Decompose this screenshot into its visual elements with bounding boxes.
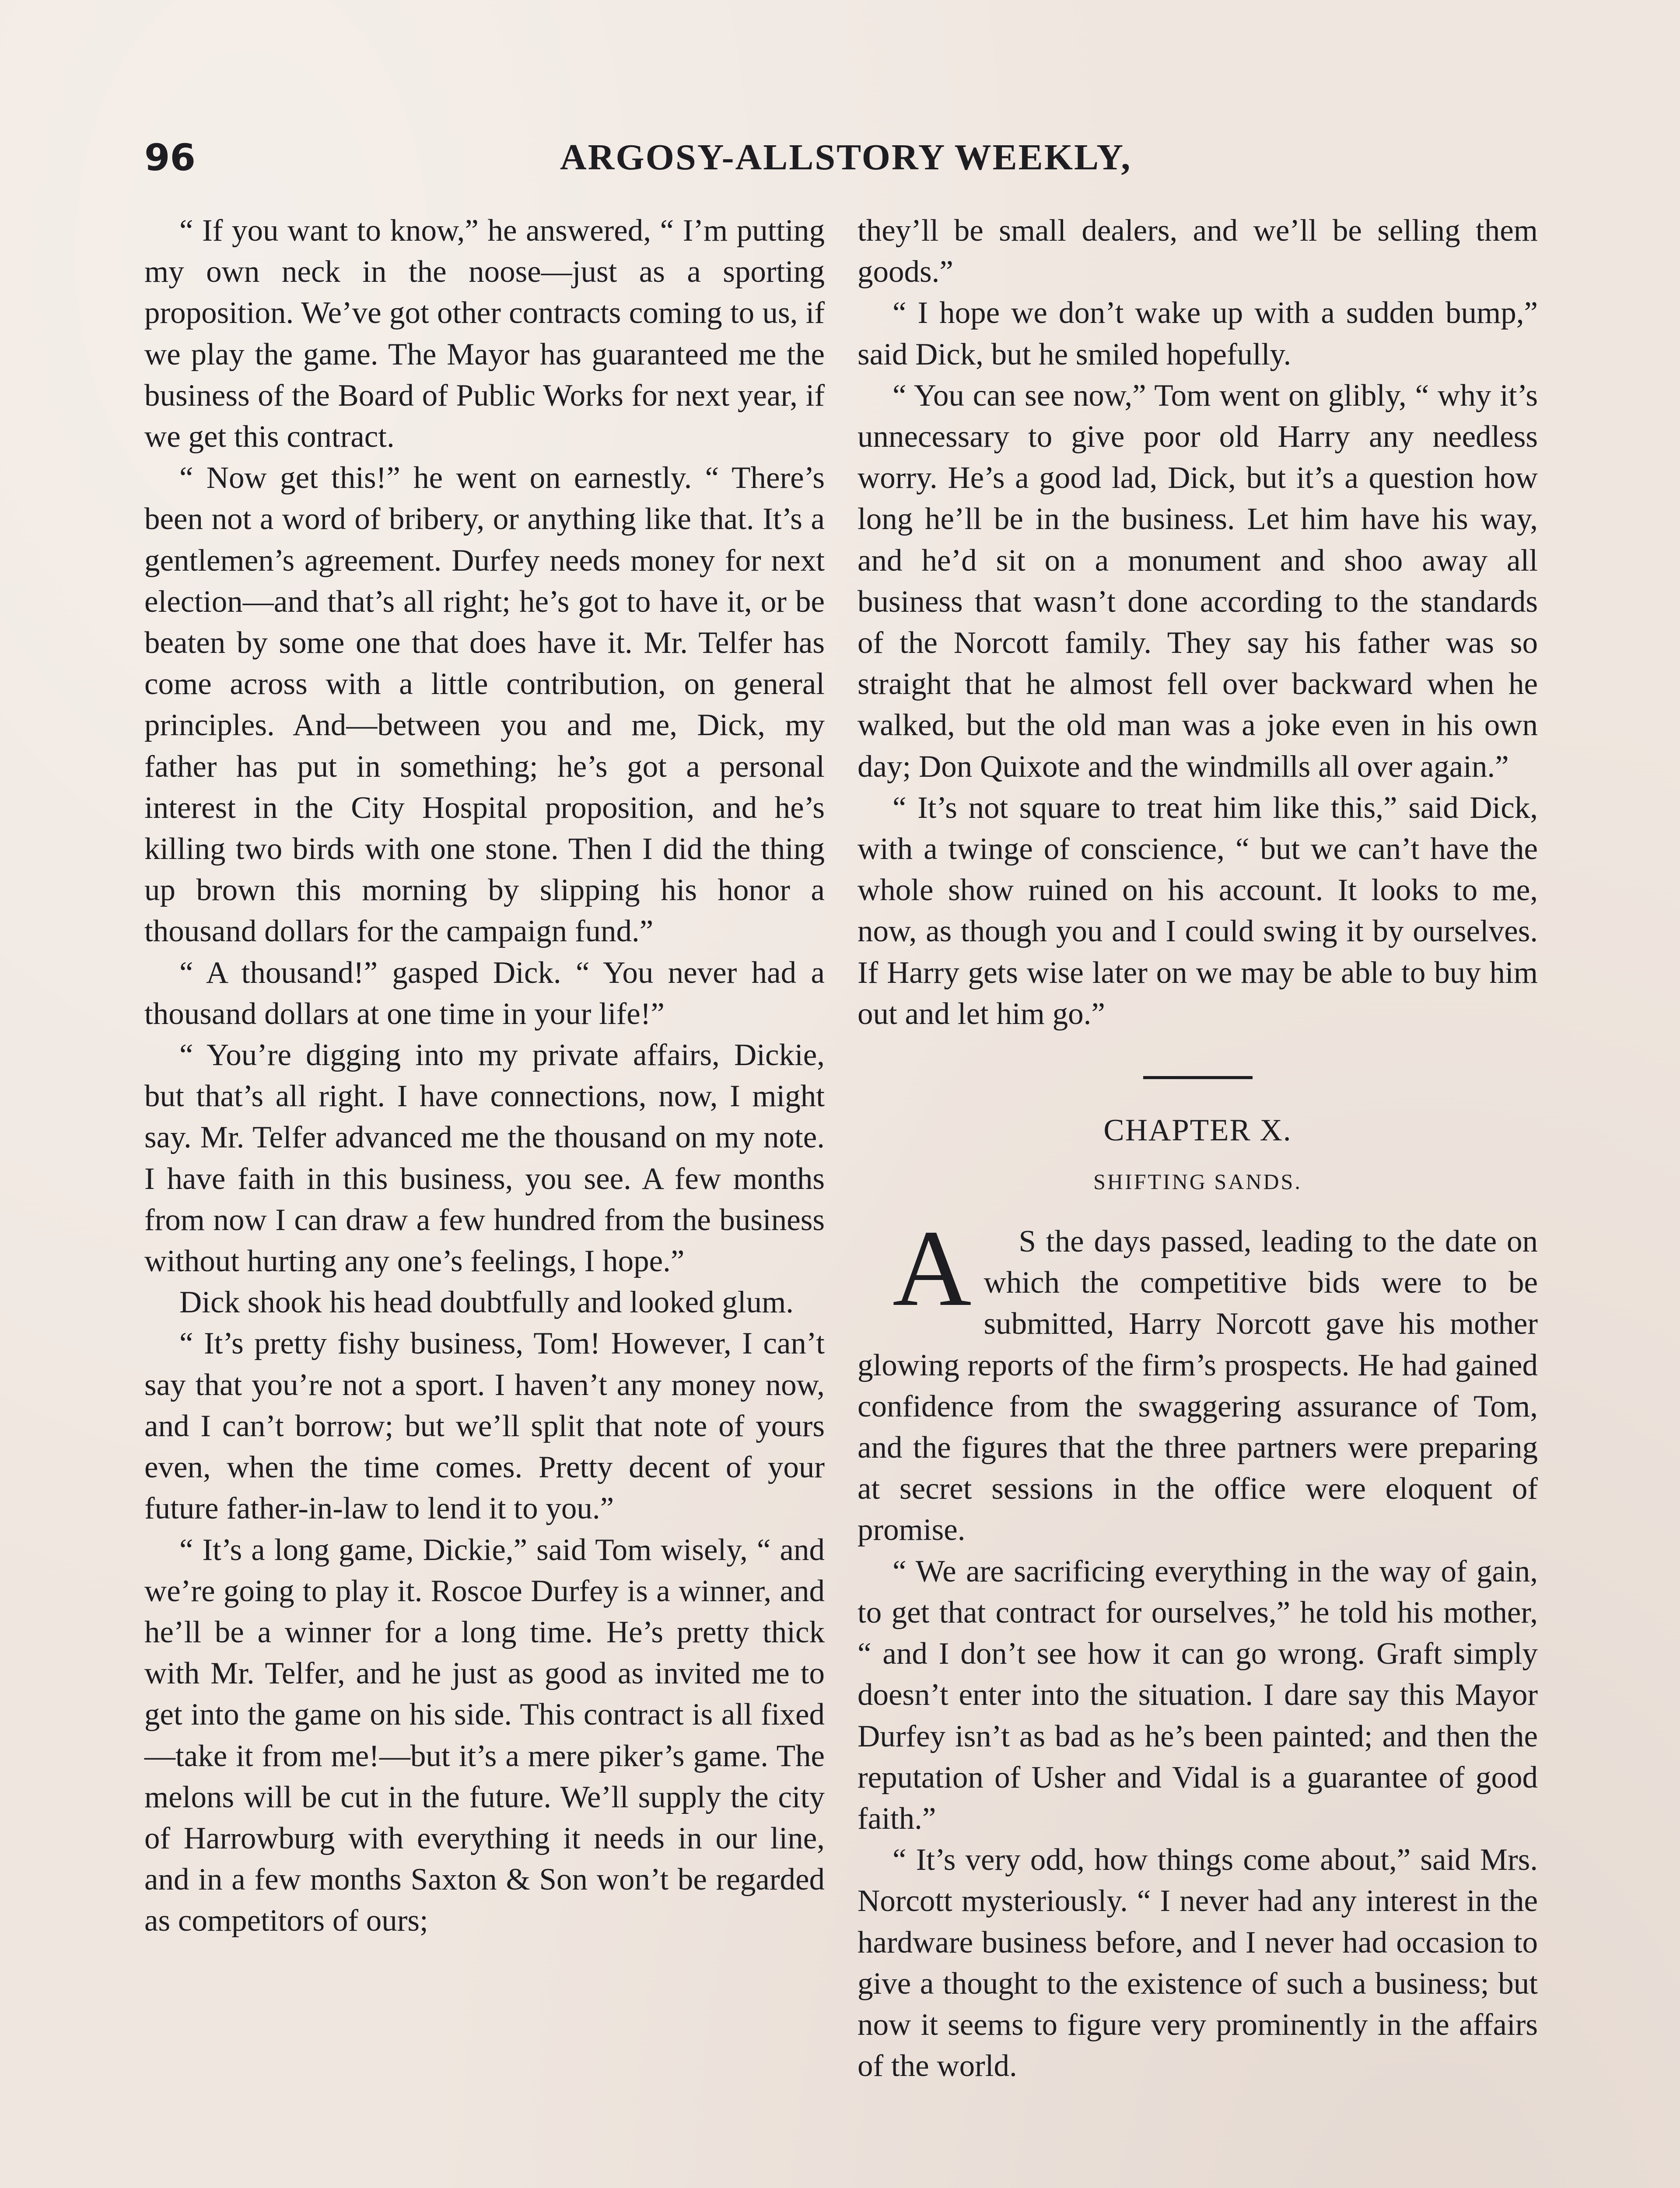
- page-number: 96: [144, 136, 196, 179]
- paragraph: “ It’s pretty fishy business, Tom! However, I can’t say that you’re not a sport. I haven’t any money now, and I can’t borrow; but we’ll split that note of yours even, when the time comes. Pretty decent of your future father-in-law to lend it to you.”: [144, 1326, 825, 1526]
- right-column: [858, 210, 1538, 2086]
- chapter-subtitle: SHIFTING SANDS.: [1093, 1169, 1302, 1194]
- paragraph: “ We are sacrificing everything in the way of gain, to get that contract for ourselves,” he told his mother, “ and I don’t see how it can go wrong. Graft simply doesn’t enter into the situation. I dare say this Mayor Durfey isn’t as bad as he’s been painted; and then the reputation of Usher and Vidal is a guarantee of good faith.”: [858, 1554, 1538, 1836]
- paragraph: “ A thousand!” gasped Dick. “ You never had a thousand dollars at one time in your life!”: [144, 955, 825, 1031]
- paragraph: “ It’s very odd, how things come about,” said Mrs. Norcott mysteriously. “ I never had any interest in the hardware business before, and I never had occasion to give a thought to the existence of such a business; but now it seems to figure very prominently in the affairs of the world.: [858, 1843, 1538, 2083]
- journal-title: ARGOSY-ALLSTORY WEEKLY,: [560, 137, 1132, 178]
- left-column: [144, 210, 825, 1942]
- paragraph: Dick shook his head doubtfully and looked glum.: [179, 1285, 794, 1320]
- drop-cap: A: [892, 1208, 972, 1329]
- paragraph: “ It’s a long game, Dickie,” said Tom wisely, “ and we’re going to play it. Roscoe Durfey is a winner, and he’ll be a winner for a long time. He’s pretty thick with Mr. Telfer, and he just as good as invited me to get into the game on his side. This contract is all fixed—take it from me!—but it’s a mere piker’s game. The melons will be cut in the future. We’ll supply the city of Harrowburg with everything it needs in our line, and in a few months Saxton & Son won’t be regarded as competitors of ours;: [144, 1532, 825, 1938]
- paragraph: “ Now get this!” he went on earnestly. “ There’s been not a word of bribery, or anything like that. It’s a gentlemen’s agreement. Durfey needs money for next election—and that’s all right; he’s got to have it, or be beaten by some one that does have it. Mr. Telfer has come across with a little contribution, on general principles. And—between you and me, Dick, my father has put in something; he’s got a personal interest in the City Hospital proposition, and he’s killing two birds with one stone. Then I did the thing up brown this morning by slipping his honor a thousand dollars for the campaign fund.”: [144, 461, 825, 949]
- paragraph: “ You can see now,” Tom went on glibly, “ why it’s unnecessary to give poor old Harry any needless worry. He’s a good lad, Dick, but it’s a question how long he’ll be in the business. Let him have his way, and he’d sit on a monument and shoo away all business that wasn’t done according to the standards of the Norcott family. They say his father was so straight that he almost fell over backward when he walked, but the old man was a joke even in his own day; Don Quixote and the windmills all over again.”: [858, 378, 1538, 784]
- section-divider: [1143, 1076, 1253, 1079]
- running-head: [144, 131, 1540, 193]
- chapter-opening-paragraph: [858, 1208, 1538, 1551]
- paragraph: they’ll be small dealers, and we’ll be selling them goods.”: [858, 214, 1538, 289]
- paragraph: “ I hope we don’t wake up with a sudden bump,” said Dick, but he smiled hopefully.: [858, 296, 1538, 372]
- paragraph: “ If you want to know,” he answered, “ I’m putting my own neck in the noose—just as a sporting proposition. We’ve got other contracts coming to us, if we play the game. The Mayor has guaranteed me the business of the Board of Public Works for next year, if we get this contract.: [144, 214, 825, 454]
- chapter-title: CHAPTER X.: [1103, 1113, 1292, 1148]
- paragraph: “ It’s not square to treat him like this,” said Dick, with a twinge of conscience, “ but we can’t have the whole show ruined on his account. It looks to me, now, as though you and I could swing it by ourselves. If Harry gets wise later on we may be able to buy him out and let him go.”: [858, 790, 1538, 1031]
- paragraph: “ You’re digging into my private affairs, Dickie, but that’s all right. I have connections, now, I might say. Mr. Telfer advanced me the thousand on my note. I have faith in this business, you see. A few months from now I can draw a few hundred from the business without hurting any one’s feelings, I hope.”: [144, 1038, 825, 1279]
- opening-text: S the days passed, leading to the date on which the competitive bids were to be submitted, Harry Norcott gave his mother glowing reports of the firm’s prospects. He had gained confidence from the swaggering assurance of Tom, and the figures that the three partners were preparing at secret sessions in the office were eloquent of promise.: [858, 1224, 1538, 1547]
